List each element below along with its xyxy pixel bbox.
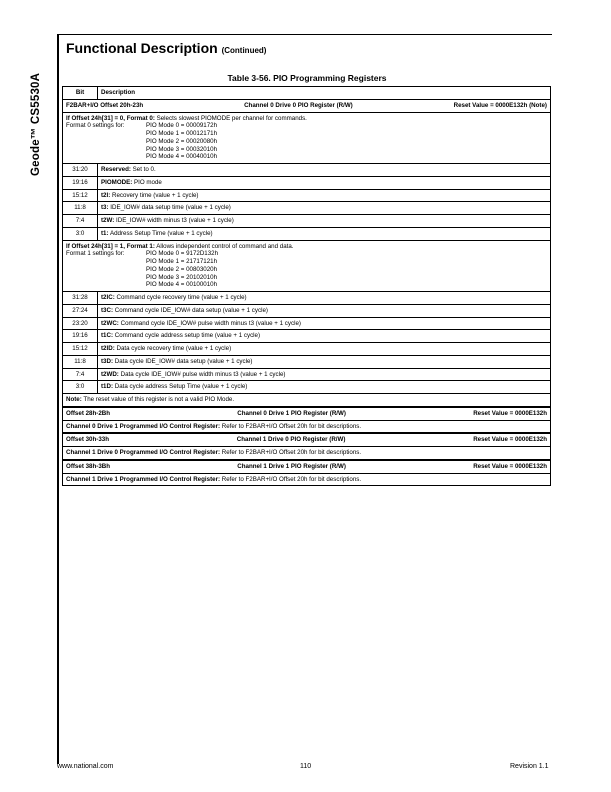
section-title-text: Functional Description — [66, 40, 218, 56]
mode-line: PIO Mode 3 = 00032010h — [146, 145, 218, 153]
register-ref-row — [63, 473, 550, 486]
bit-range: 11:8 — [63, 202, 98, 214]
register-name: Channel 0 Drive 1 PIO Register (R/W) — [237, 409, 346, 417]
bit-range: 3:0 — [63, 381, 98, 393]
table-row — [63, 189, 550, 202]
register-offset: F2BAR+I/O Offset 20h-23h — [66, 101, 144, 109]
table-row — [63, 227, 550, 240]
product-name: Geode™ CS5530A — [30, 72, 42, 176]
field-name: t3C: — [101, 306, 114, 314]
table-row — [63, 380, 550, 393]
table-header-row — [63, 87, 550, 99]
register-row — [63, 459, 550, 473]
register-reset: Reset Value = 0000E132h — [473, 462, 547, 470]
table-caption: Table 3-56. PIO Programming Registers — [227, 73, 387, 83]
note-text: The reset value of this register is not a valid PIO Mode. — [81, 396, 235, 403]
table-row — [63, 355, 550, 368]
register-row — [63, 432, 550, 446]
page-number: 110 — [300, 763, 312, 770]
section-title — [66, 40, 266, 56]
field-desc: Command cycle IDE_IOW# data setup (value + 1 cycle) — [113, 306, 268, 314]
field-name: t2WC: — [101, 319, 119, 327]
bit-range: 7:4 — [63, 215, 98, 227]
register-ref-text: Refer to F2BAR+I/O Offset 20h for bit descriptions. — [220, 449, 362, 456]
bit-range: 19:16 — [63, 177, 98, 189]
revision: Revision 1.1 — [510, 763, 549, 770]
mode-line: PIO Mode 2 = 00803020h — [146, 265, 218, 273]
table-row — [63, 317, 550, 330]
table-row — [63, 214, 550, 227]
field-name: t3D: — [101, 357, 114, 365]
field-desc: Data cycle recovery time (value + 1 cycle) — [114, 345, 232, 352]
register-reset: Reset Value = 0000E132h (Note) — [453, 101, 547, 109]
register-offset: Offset 28h-2Bh — [66, 409, 111, 417]
bit-range: 27:24 — [63, 305, 98, 317]
field-name: t2WD: — [101, 370, 119, 378]
note-row — [63, 393, 550, 406]
mode-line: PIO Mode 0 = 9172D132h — [146, 250, 219, 258]
register-row — [63, 406, 550, 420]
table-row — [63, 176, 550, 189]
note-label: Note: — [66, 396, 82, 403]
field-name: t2W: — [101, 217, 115, 224]
field-desc: Data cycle IDE_IOW# pulse width minus t3 (value + 1 cycle) — [118, 370, 286, 378]
field-name: PIOMODE: — [101, 178, 133, 186]
table-row — [63, 329, 550, 342]
register-ref-row — [63, 446, 550, 459]
format-title: If Offset 24h[31] = 1, Format 1: — [66, 242, 155, 250]
mode-line: PIO Mode 1 = 21717121h — [146, 258, 218, 265]
register-ref-row — [63, 420, 550, 433]
bit-range: 23:20 — [63, 318, 98, 330]
format-settings-label: Format 1 settings for: — [66, 250, 125, 258]
table-row — [63, 201, 550, 214]
register-ref-text: Refer to F2BAR+I/O Offset 20h for bit descriptions. — [220, 422, 362, 430]
field-name: Reserved: — [101, 166, 131, 173]
format-desc: Allows independent control of command and data. — [154, 242, 294, 250]
register-ref-title: Channel 1 Drive 1 Programmed I/O Control Register: — [66, 475, 221, 483]
register-ref-title: Channel 0 Drive 1 Programmed I/O Control Register: — [66, 422, 221, 430]
format-title: If Offset 24h[31] = 0, Format 0: — [66, 114, 155, 122]
bit-range: 3:0 — [63, 228, 98, 240]
pio-register-table — [62, 86, 551, 486]
table-row — [63, 342, 550, 355]
section-continued: (Continued) — [221, 46, 267, 55]
field-desc: Command cycle address setup time (value + 1 cycle) — [113, 332, 261, 340]
mode-line: PIO Mode 3 = 20102010h — [146, 273, 218, 281]
field-name: t1C: — [101, 332, 114, 340]
table-row — [63, 291, 550, 304]
field-name: t3: — [101, 204, 109, 212]
bit-range: 31:28 — [63, 292, 98, 304]
mode-line: PIO Mode 1 = 00012171h — [146, 130, 218, 137]
mode-line: PIO Mode 0 = 00009172h — [146, 122, 218, 130]
field-desc: Recovery time (value + 1 cycle) — [110, 191, 199, 199]
table-row — [63, 163, 550, 176]
field-desc: IDE_IOW# width minus t3 (value + 1 cycle) — [114, 217, 234, 224]
bit-range: 15:12 — [63, 343, 98, 355]
table-row — [63, 368, 550, 381]
field-desc: Command cycle recovery time (value + 1 cycle) — [114, 294, 247, 301]
table-row — [63, 304, 550, 317]
mode-line: PIO Mode 2 = 00020080h — [146, 137, 218, 145]
register-reset: Reset Value = 0000E132h — [473, 409, 547, 417]
header-rule — [57, 34, 552, 35]
mode-line: PIO Mode 4 = 00040010h — [146, 153, 218, 161]
field-desc: IDE_IOW# data setup time (value + 1 cycle) — [108, 204, 231, 212]
format-settings-label: Format 0 settings for: — [66, 122, 125, 130]
format-block — [63, 240, 550, 292]
field-desc: Command cycle IDE_IOW# pulse width minus t3 (value + 1 cycle) — [118, 319, 301, 327]
field-name: t2ID: — [101, 345, 115, 352]
header-description: Description — [101, 89, 136, 96]
side-title — [30, 36, 44, 186]
register-reset: Reset Value = 0000E132h — [473, 436, 547, 444]
bit-range: 15:12 — [63, 190, 98, 202]
field-name: t2I: — [101, 191, 111, 199]
register-row — [63, 99, 550, 112]
header-bit: Bit — [63, 87, 98, 99]
field-desc: Set to 0. — [130, 166, 156, 173]
format-desc: Selects slowest PIOMODE per channel for commands. — [154, 114, 307, 122]
register-name: Channel 0 Drive 0 PIO Register (R/W) — [244, 101, 353, 109]
format-block — [63, 112, 550, 164]
field-desc: Data cycle address Setup Time (value + 1 cycle) — [113, 383, 248, 391]
margin-rule — [57, 34, 59, 764]
footer-url: www.national.com — [57, 763, 114, 770]
bit-range: 7:4 — [63, 369, 98, 381]
register-offset: Offset 30h-33h — [66, 436, 109, 444]
field-desc: Data cycle IDE_IOW# data setup (value + 1 cycle) — [113, 357, 253, 365]
bit-range: 31:20 — [63, 164, 98, 176]
field-desc: PIO mode — [132, 178, 162, 186]
field-desc: Address Setup Time (value + 1 cycle) — [108, 229, 213, 237]
register-offset: Offset 38h-3Bh — [66, 462, 111, 470]
field-name: t1: — [101, 229, 109, 237]
register-name: Channel 1 Drive 1 PIO Register (R/W) — [237, 462, 346, 470]
bit-range: 11:8 — [63, 356, 98, 368]
register-ref-title: Channel 1 Drive 0 Programmed I/O Control Register: — [66, 449, 221, 456]
bit-range: 19:16 — [63, 330, 98, 342]
mode-line: PIO Mode 4 = 00100010h — [146, 281, 218, 289]
register-ref-text: Refer to F2BAR+I/O Offset 20h for bit descriptions. — [220, 475, 362, 483]
field-name: t1D: — [101, 383, 114, 391]
field-name: t2IC: — [101, 294, 115, 301]
register-name: Channel 1 Drive 0 PIO Register (R/W) — [236, 436, 346, 444]
